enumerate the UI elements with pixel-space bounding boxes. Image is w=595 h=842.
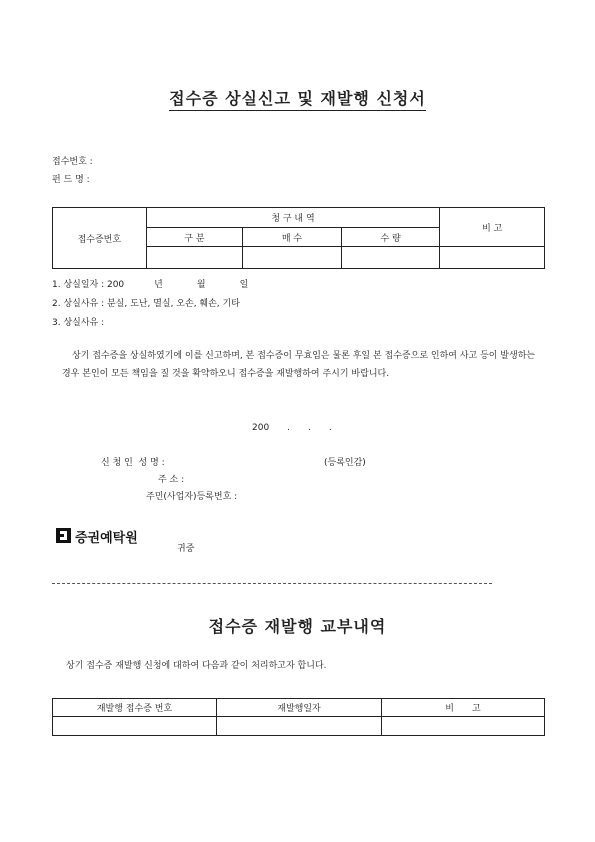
reissue-date-header: 재발행일자 [217, 699, 382, 717]
loss-date-label: 1. 상실일자 : 200 [52, 280, 125, 290]
category-header: 구 분 [146, 228, 243, 247]
day-label: 일 [239, 280, 249, 290]
statement-paragraph: 상기 접수증을 상실하였기에 이를 신고하며, 본 접수증이 무효임은 물론 후일 본 접수증으로 인하여 사고 등이 발생하는 경우 본인이 모든 책임을 질 것을 확약하오니 접수증을 재발행하여 주시기 바랍니다. [62, 351, 536, 379]
reissue-note-header: 비 고 [382, 699, 545, 717]
ksd-logo-icon [56, 528, 71, 543]
quantity-header: 수 량 [341, 228, 440, 247]
claim-table [52, 207, 545, 269]
address-label: 주 소 : [158, 475, 185, 485]
receipt-no-label: 접수번호 : [52, 157, 93, 167]
id-number-label: 주민(사업자)등록번호 : [146, 492, 238, 502]
date-line: 200 . . . [252, 423, 332, 433]
honorific: 귀중 [177, 544, 195, 554]
loss-reason-options: 2. 상실사유 : 분실, 도난, 멸실, 오손, 훼손, 기타 [52, 299, 240, 309]
reissue-table [52, 698, 545, 736]
note-cell[interactable] [440, 247, 545, 269]
reissue-note-cell[interactable] [382, 717, 545, 736]
note-header: 비 고 [440, 208, 545, 247]
form-title: 접수증 상실신고 및 재발행 신청서 [0, 86, 595, 109]
month-label: 월 [196, 280, 206, 290]
receipt-no-col-header: 접수증번호 [53, 208, 147, 269]
applicant-name-label: 신 청 인 성 명 : [101, 458, 165, 468]
reissue-no-header: 재발행 접수증 번호 [53, 699, 217, 717]
quantity-cell[interactable] [341, 247, 440, 269]
seal-label: (등록인감) [324, 458, 366, 468]
reissue-notice: 상기 접수증 재발행 신청에 대하여 다음과 같이 처리하고자 합니다. [66, 661, 327, 671]
reissue-no-cell[interactable] [53, 717, 217, 736]
count-cell[interactable] [243, 247, 342, 269]
reissue-title: 접수증 재발행 교부내역 [208, 617, 387, 636]
claim-detail-header: 청 구 내 역 [146, 208, 440, 228]
fund-name-label: 펀 드 명 : [52, 175, 90, 185]
reissue-date-cell[interactable] [217, 717, 382, 736]
org-name: 증권예탁원 [75, 531, 138, 546]
loss-reason-label: 3. 상실사유 : [52, 318, 105, 328]
year-label: 년 [154, 280, 163, 290]
cut-line-divider [52, 583, 492, 584]
category-cell[interactable] [146, 247, 243, 269]
loss-date-line [52, 277, 248, 290]
count-header: 매 수 [243, 228, 342, 247]
